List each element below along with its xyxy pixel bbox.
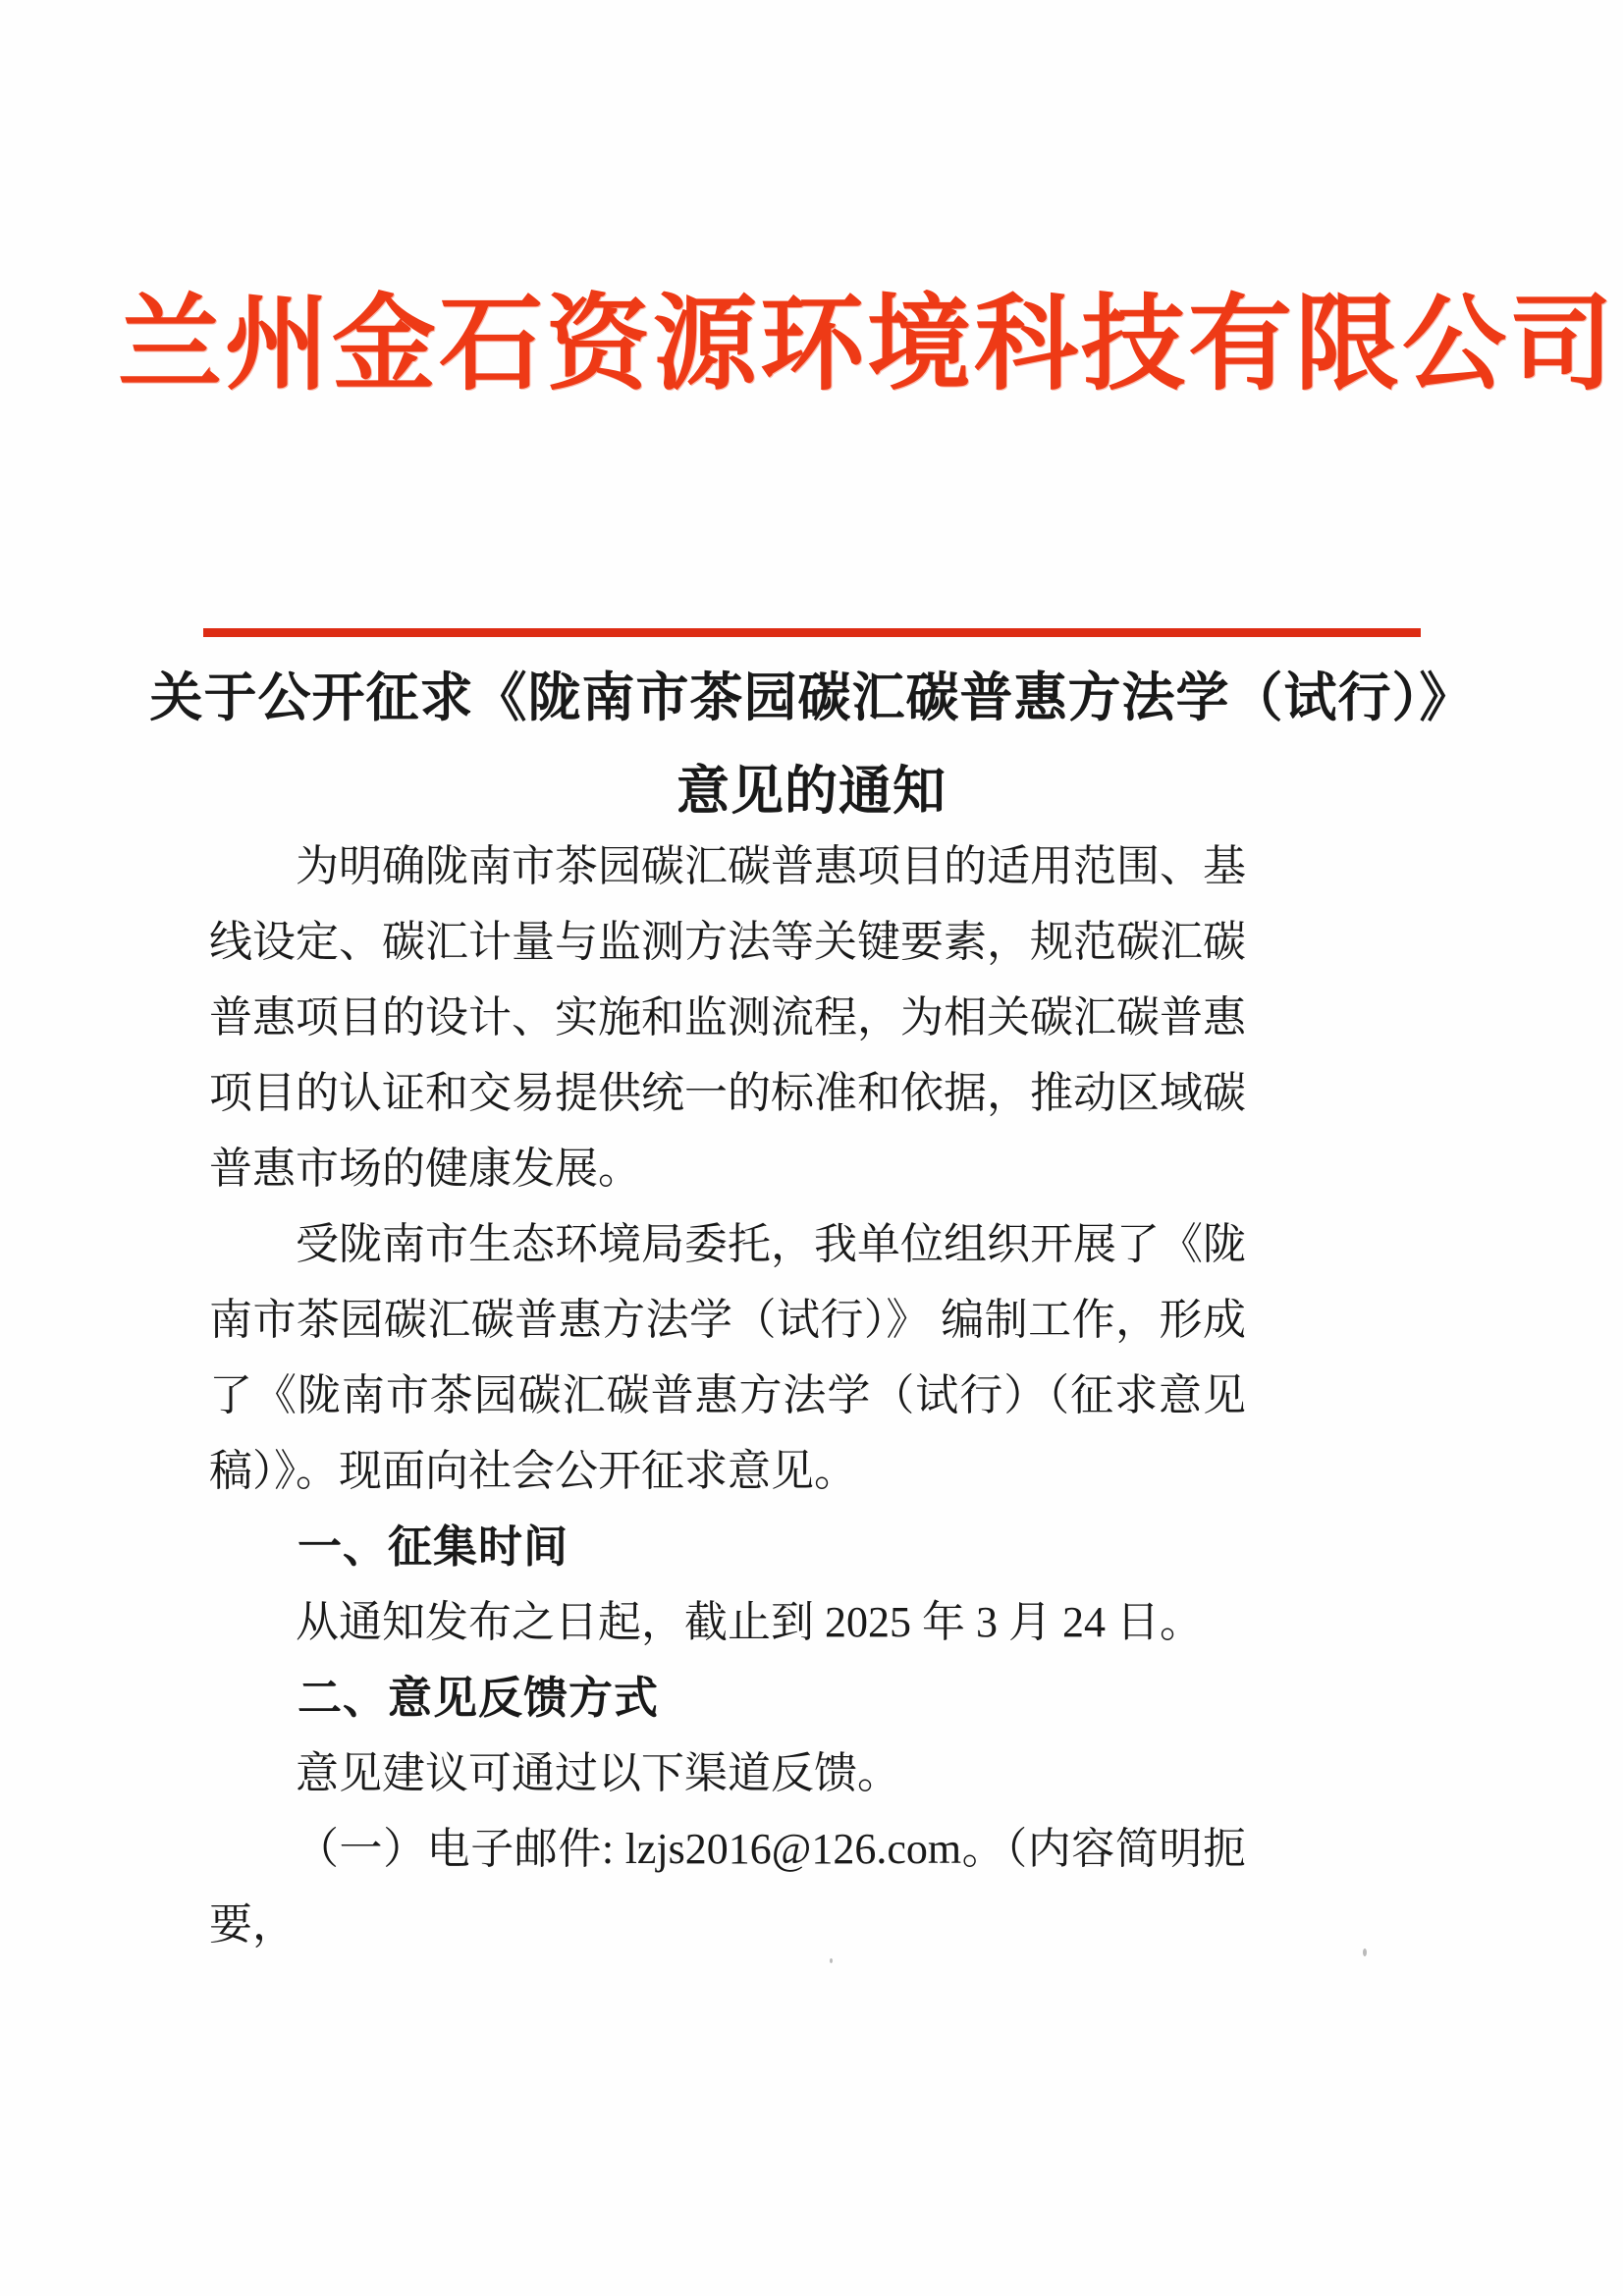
scan-speckle — [1363, 1949, 1367, 1956]
notice-title-line1: 关于公开征求《陇南市茶园碳汇碳普惠方法学（试行）》 — [149, 668, 1474, 727]
letterhead-divider-rule — [203, 628, 1421, 637]
section1-body-deadline: 从通知发布之日起，截止到 2025 年 3 月 24 日。 — [296, 1598, 1203, 1646]
notice-paragraph-background: 受陇南市生态环境局委托，我单位组织开展了《陇南市茶园碳汇碳普惠方法学（试行）》 编制工作，形成了《陇南市茶园碳汇碳普惠方法学（试行）（征求意见稿）》。现面向社会公开征求意见。 — [209, 1220, 1246, 1495]
section2-body-channels: 意见建议可通过以下渠道反馈。 — [296, 1749, 900, 1797]
scan-speckle — [830, 1958, 833, 1963]
notice-title-line2: 意见的通知 — [676, 762, 947, 821]
notice-title — [137, 652, 1486, 838]
notice-paragraph-purpose: 为明确陇南市茶园碳汇碳普惠项目的适用范围、基线设定、碳汇计量与监测方法等关键要素，规范碳汇碳普惠项目的设计、实施和监测流程，为相关碳汇碳普惠项目的认证和交易提供统一的标准和依据，推动区域碳普惠市场的健康发展。 — [209, 842, 1246, 1193]
section2-item-email: （一）电子邮件: lzjs2016@126.com。（内容简明扼要， — [209, 1825, 1246, 1949]
section1-heading-collection-period: 一、征集时间 — [298, 1522, 569, 1572]
letterhead-company-name: 兰州金石资源环境科技有限公司 — [118, 288, 1616, 402]
notice-body — [209, 828, 1246, 1962]
section2-heading-feedback-method: 二、意见反馈方式 — [298, 1673, 660, 1723]
